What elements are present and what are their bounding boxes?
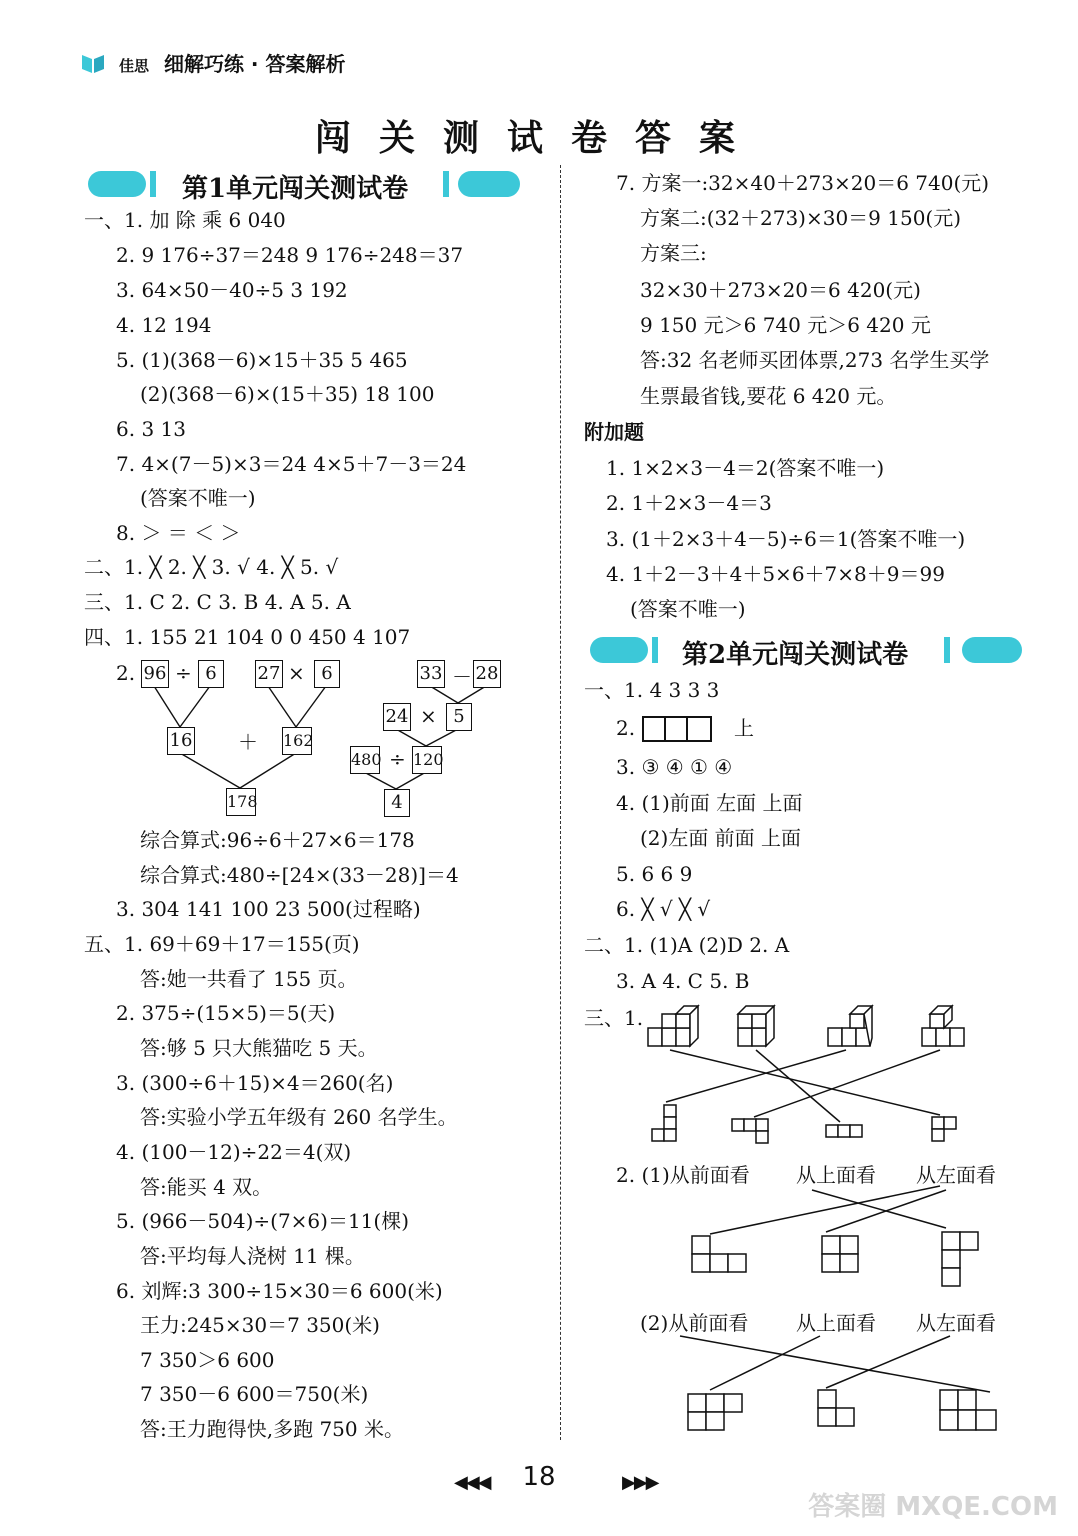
watermark: 答案圈 MXQE.COM [808, 1492, 1058, 1522]
answer-line: (2)从前面看 [640, 1311, 749, 1335]
bonus-heading: 附加题 [584, 420, 644, 444]
answer-line: 答:平均每人浇树 11 棵。 [140, 1244, 365, 1268]
answer-line: 7 350＞6 600 [140, 1348, 275, 1372]
brand-name: 佳思 [118, 57, 149, 75]
view-label: 从上面看 [796, 1163, 876, 1187]
tree-box: 16 [167, 727, 195, 755]
tree-box: 178 [226, 788, 256, 816]
answer-line: 2. (1)从前面看 [616, 1163, 750, 1187]
tree-box: 4 [384, 789, 410, 817]
next-arrows-icon: ▶▶▶ [622, 1472, 658, 1493]
op-symbol: ＋ [238, 730, 258, 754]
answer-line: 2. [116, 661, 136, 685]
answer-line: 2. 1＋2×3－4＝3 [606, 491, 772, 515]
tree-box: 5 [446, 703, 472, 731]
op-symbol: × [288, 661, 305, 685]
answer-line: (答案不唯一) [630, 597, 746, 621]
answer-line: 答:32 名老师买团体票,273 名学生买学 [640, 348, 990, 372]
answer-line: (2)(368－6)×(15＋35) 18 100 [140, 382, 435, 406]
answer-line: 一、1. 4 3 3 3 [584, 678, 720, 702]
answer-line: 4. (100－12)÷22＝4(双) [116, 1140, 352, 1164]
answer-line: 3. 304 141 100 23 500(过程略) [116, 897, 421, 921]
answer-line: 答:王力跑得快,多跑 750 米。 [140, 1417, 404, 1441]
answer-line: 一、1. 加 除 乘 6 040 [84, 208, 286, 232]
answer-line: 答:她一共看了 155 页。 [140, 967, 358, 991]
answer-line: 6. 3 13 [116, 417, 186, 441]
answer-line: 答:实验小学五年级有 260 名学生。 [140, 1105, 458, 1129]
answer-line: 5. 6 6 9 [616, 862, 693, 886]
tree-box: 24 [383, 703, 411, 731]
answer-line: 五、1. 69＋69＋17＝155(页) [84, 932, 360, 956]
answer-line: 二、1. (1)A (2)D 2. A [584, 933, 790, 957]
answer-line: 2. 375÷(15×5)＝5(天) [116, 1001, 336, 1025]
tree-box: 6 [198, 660, 224, 688]
answer-line: 5. (1)(368－6)×15＋35 5 465 [116, 348, 408, 372]
answer-line: 综合算式:480÷[24×(33－28)]＝4 [140, 863, 459, 887]
op-symbol: ÷ [175, 661, 192, 685]
op-symbol: ÷ [389, 747, 406, 771]
answer-line: 四、1. 155 21 104 0 0 450 4 107 [84, 625, 411, 649]
answer-line: 方案三: [640, 241, 707, 265]
answer-line: 4. 12 194 [116, 313, 212, 337]
tree-box: 27 [255, 660, 283, 688]
answer-line: 8. ＞ ＝ ＜ ＞ [116, 521, 241, 545]
answer-line: 上 [734, 716, 754, 740]
page-title: 闯关测试卷答案 [314, 117, 763, 159]
answer-line: 答:够 5 只大熊猫吃 5 天。 [140, 1036, 378, 1060]
section-title-unit2: 第2单元闯关测试卷 [682, 640, 909, 670]
answer-line: 三、1. C 2. C 3. B 4. A 5. A [84, 590, 351, 614]
answer-line: 3. ③ ④ ① ④ [616, 755, 733, 779]
tree-box: 33 [417, 660, 445, 688]
view-label: 从左面看 [916, 1311, 996, 1335]
view-label: 从上面看 [796, 1311, 876, 1335]
tree-box: 6 [314, 660, 340, 688]
tree-box: 162 [282, 727, 312, 755]
answer-line: 5. (966－504)÷(7×6)＝11(棵) [116, 1209, 410, 1233]
answer-line: 1. 1×2×3－4＝2(答案不唯一) [606, 456, 885, 480]
answer-line: 4. 1＋2－3＋4＋5×6＋7×8＋9＝99 [606, 562, 945, 586]
answer-line: 三、1. [584, 1006, 644, 1030]
op-symbol: － [452, 665, 472, 689]
answer-line: 32×30＋273×20＝6 420(元) [640, 278, 921, 302]
answer-line: (2)左面 前面 上面 [640, 826, 802, 850]
answer-line: 7. 方案一:32×40＋273×20＝6 740(元) [616, 171, 990, 195]
answer-line: 2. 9 176÷37＝248 9 176÷248＝37 [116, 243, 464, 267]
answer-line: 二、1. ╳ 2. ╳ 3. √ 4. ╳ 5. √ [84, 555, 339, 579]
answer-line: 2. [616, 716, 636, 740]
tree-box: 28 [473, 660, 501, 688]
answer-line: 4. (1)前面 左面 上面 [616, 791, 803, 815]
answer-line: 6. 刘辉:3 300÷15×30＝6 600(米) [116, 1279, 443, 1303]
view-label: 从左面看 [916, 1163, 996, 1187]
prev-arrows-icon: ◀◀◀ [454, 1472, 490, 1493]
tree-box: 120 [412, 746, 442, 774]
page-number: 18 [522, 1462, 556, 1492]
answer-line: 3. A 4. C 5. B [616, 969, 750, 993]
answer-line: 9 150 元＞6 740 元＞6 420 元 [640, 313, 931, 337]
tree-box: 96 [141, 660, 169, 688]
answer-line: 7 350－6 600＝750(米) [140, 1382, 369, 1406]
answer-line: 3. 64×50－40÷5 3 192 [116, 278, 348, 302]
section-title-unit1: 第1单元闯关测试卷 [182, 174, 409, 204]
answer-line: 方案二:(32＋273)×30＝9 150(元) [640, 206, 962, 230]
answer-line: 6. ╳ √ ╳ √ [616, 897, 711, 921]
answer-line: 3. (1＋2×3＋4－5)÷6＝1(答案不唯一) [606, 527, 966, 551]
answer-line: 生票最省钱,要花 6 420 元。 [640, 384, 897, 408]
answer-line: 答:能买 4 双。 [140, 1175, 273, 1199]
tree-box: 480 [350, 746, 380, 774]
answer-line: 7. 4×(7－5)×3＝24 4×5＋7－3＝24 [116, 452, 467, 476]
answer-line: 3. (300÷6＋15)×4＝260(名) [116, 1071, 394, 1095]
header-title: 细解巧练 · 答案解析 [163, 52, 346, 76]
answer-line: (答案不唯一) [140, 486, 256, 510]
answer-line: 王力:245×30＝7 350(米) [140, 1313, 380, 1337]
op-symbol: × [420, 704, 437, 728]
answer-line: 综合算式:96÷6＋27×6＝178 [140, 828, 415, 852]
